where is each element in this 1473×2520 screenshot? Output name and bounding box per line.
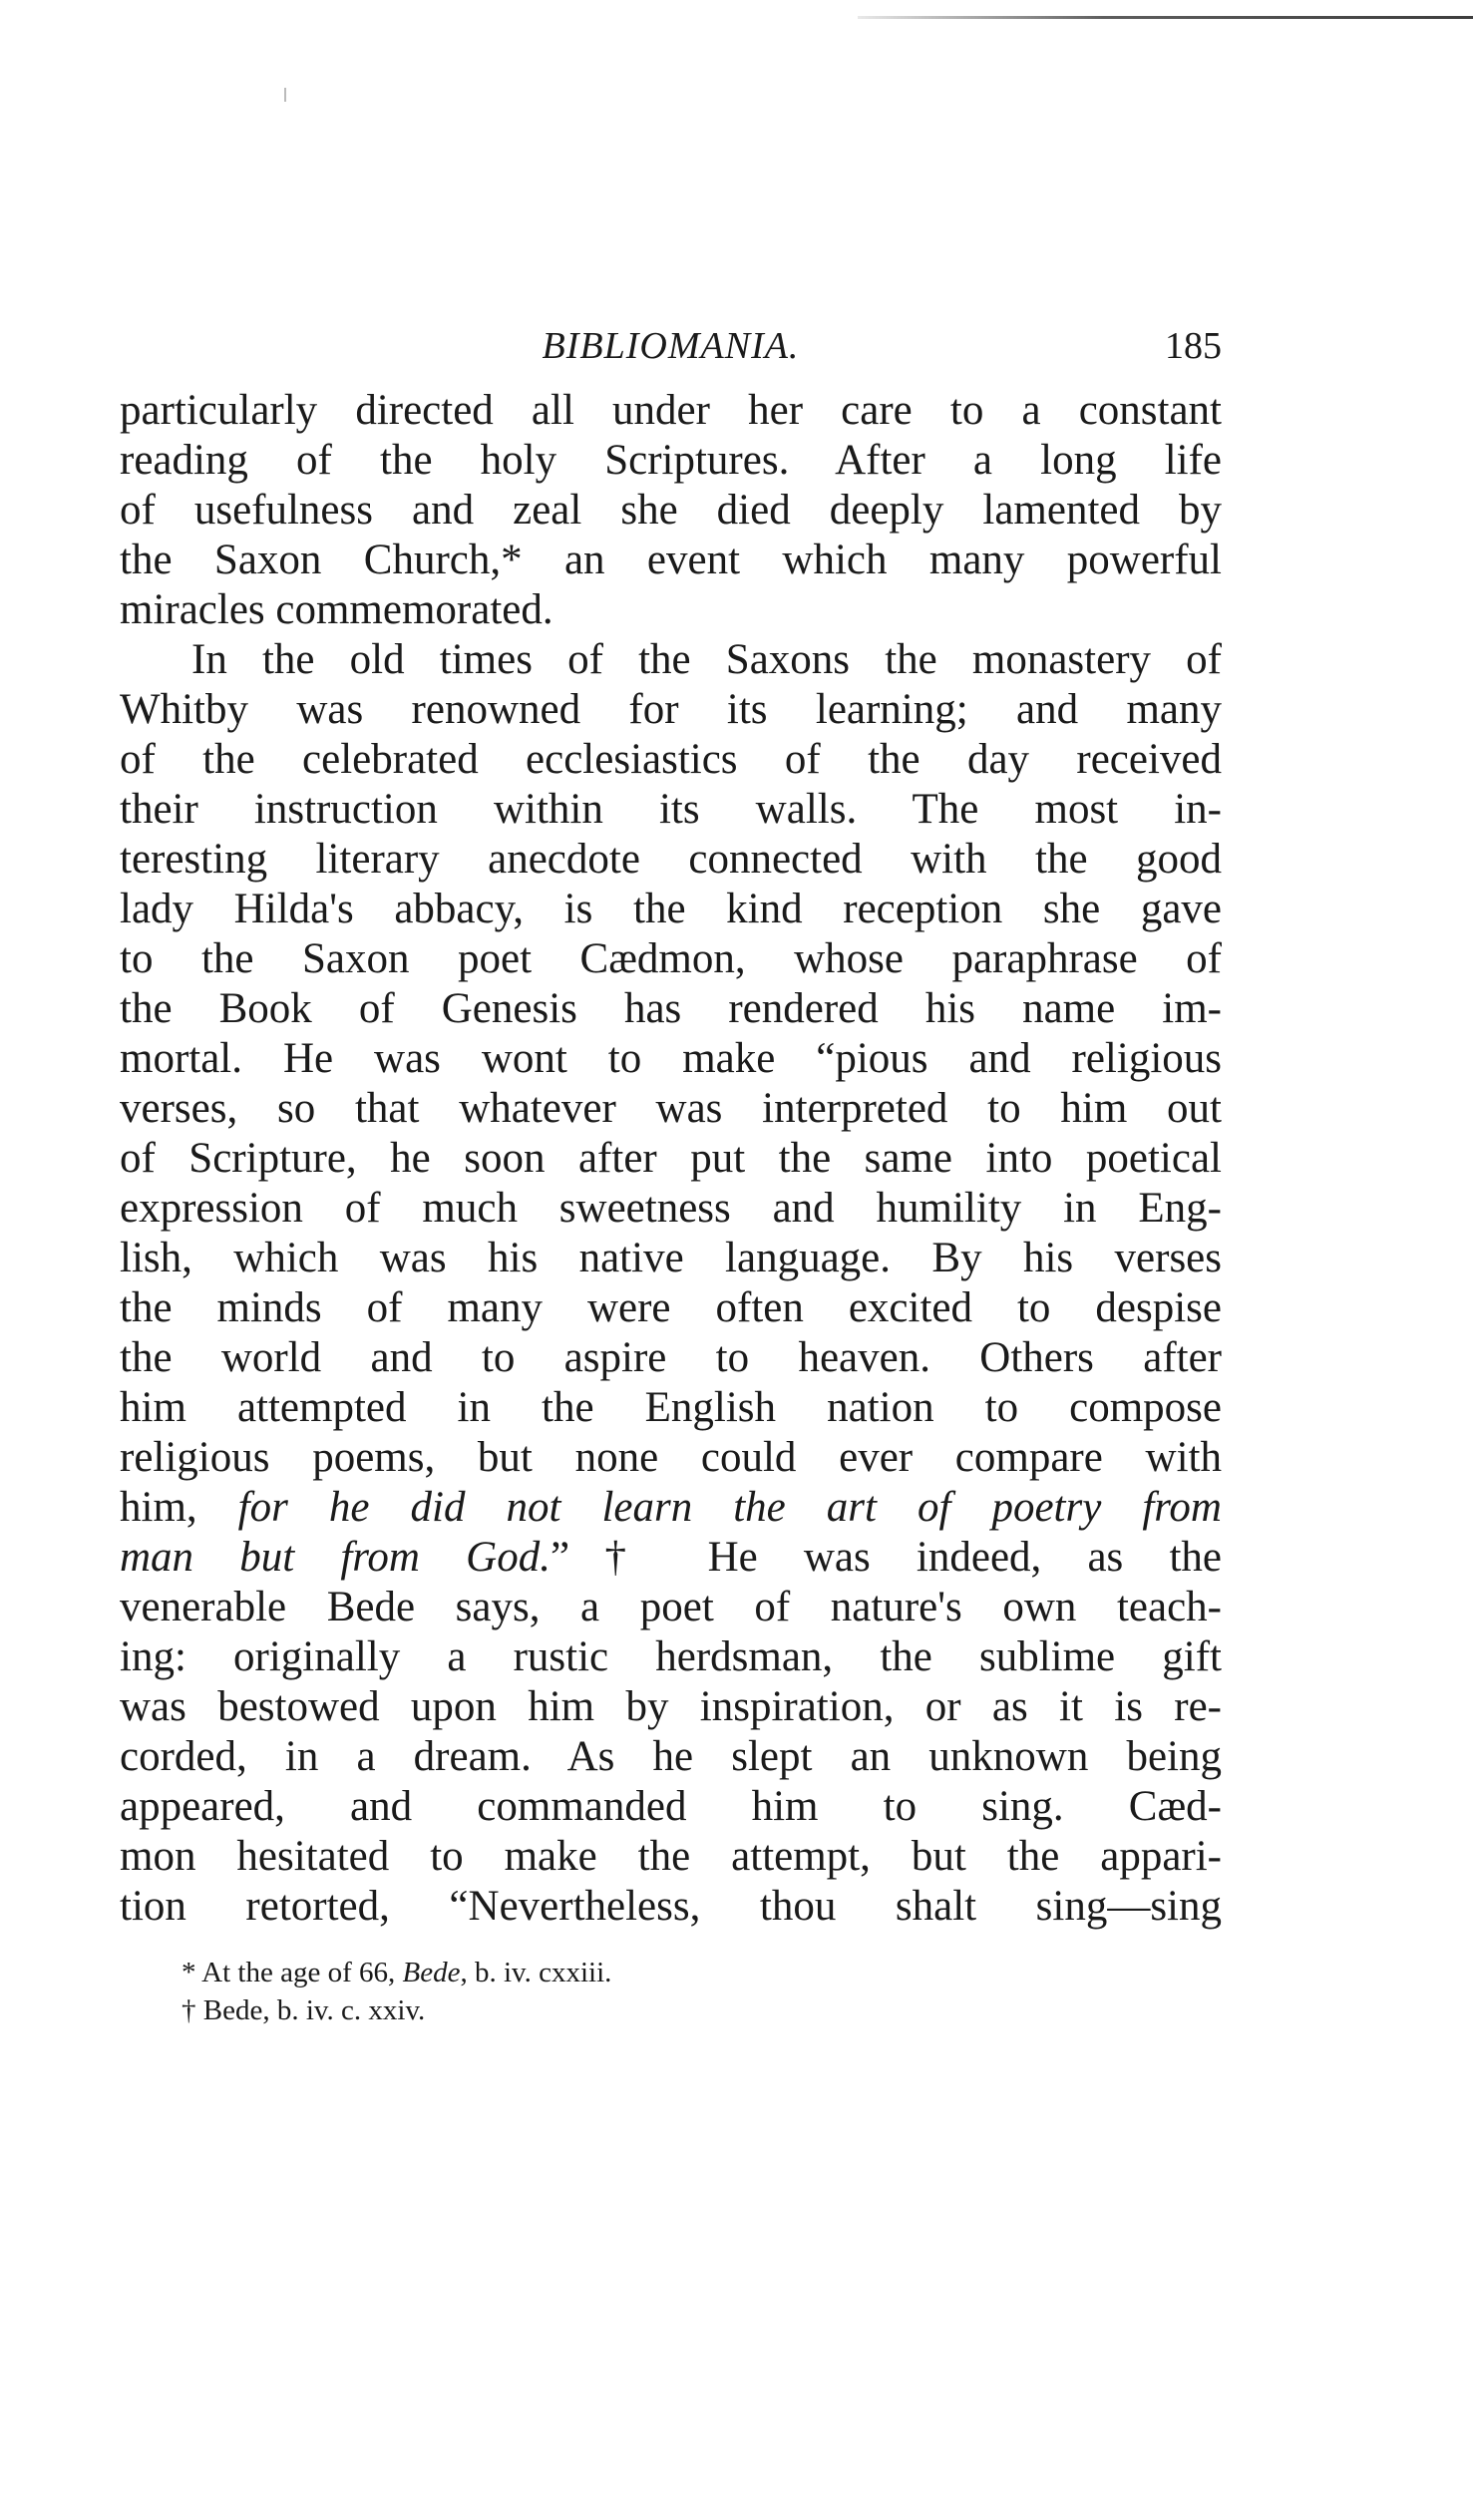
text-line: the minds of many were often excited to despise: [120, 1284, 1222, 1331]
text-line: to the Saxon poet Cædmon, whose paraphrase of: [120, 935, 1222, 982]
footnote-text: At the age of 66,: [195, 1957, 403, 1988]
text-line: [120, 1483, 1222, 1533]
text-line: In the old times of the Saxons the monastery of: [191, 636, 1222, 683]
text-line: appeared, and commanded him to sing. Cæd-: [120, 1783, 1222, 1830]
text-line: expression of much sweetness and humility in Eng-: [120, 1185, 1222, 1232]
text-line: the world and to aspire to heaven. Others after: [120, 1334, 1222, 1381]
text-line: reading of the holy Scriptures. After a long life: [120, 437, 1222, 484]
book-page: [120, 324, 1222, 2029]
text-run: him,: [120, 1484, 238, 1531]
footnotes: [120, 1954, 1222, 2029]
body-text: [120, 386, 1222, 1932]
footnote-text: , b. iv. cxxiii.: [460, 1957, 612, 1988]
text-line: of the celebrated ecclesiastics of the day received: [120, 736, 1222, 783]
page-number: 185: [1165, 325, 1222, 367]
text-run: ”† He was indeed, as the: [550, 1534, 1222, 1581]
footnote-text: Bede, b. iv. c. xxiv.: [195, 1994, 426, 2026]
text-line: venerable Bede says, a poet of nature's own teach-: [120, 1584, 1222, 1630]
text-line: mortal. He was wont to make “pious and religious: [120, 1035, 1222, 1082]
running-title: BIBLIOMANIA.: [542, 325, 800, 367]
footnote-mark: *: [182, 1957, 196, 1988]
text-line: verses, so that whatever was interpreted to him out: [120, 1085, 1222, 1132]
text-line: particularly directed all under her care to a constant: [120, 387, 1222, 434]
italic-quote: man but from God.: [120, 1534, 551, 1581]
running-head: [120, 324, 1222, 386]
text-line: tion retorted, “Nevertheless, thou shalt sing—sing: [120, 1883, 1222, 1930]
scan-edge-line: [858, 16, 1473, 19]
italic-quote: for he did not learn the art of poetry from: [237, 1484, 1222, 1531]
text-line: Whitby was renowned for its learning; and many: [120, 686, 1222, 733]
text-line: of usefulness and zeal she died deeply lamented by: [120, 487, 1222, 534]
text-line: corded, in a dream. As he slept an unknown being: [120, 1733, 1222, 1780]
text-line: teresting literary anecdote connected with the good: [120, 836, 1222, 883]
text-line: was bestowed upon him by inspiration, or as it is re-: [120, 1683, 1222, 1730]
text-line: [120, 1533, 1222, 1583]
text-line: lish, which was his native language. By his verses: [120, 1235, 1222, 1281]
text-line: lady Hilda's abbacy, is the kind reception she gave: [120, 886, 1222, 932]
footnote-italic: Bede: [402, 1957, 461, 1988]
footnote: [182, 1954, 1222, 1991]
text-line: religious poems, but none could ever compare with: [120, 1434, 1222, 1481]
text-line: the Book of Genesis has rendered his name im-: [120, 985, 1222, 1032]
text-line: him attempted in the English nation to compose: [120, 1384, 1222, 1431]
text-line: their instruction within its walls. The most in-: [120, 786, 1222, 833]
footnote-mark: †: [182, 1994, 196, 2026]
text-line: of Scripture, he soon after put the same into poetical: [120, 1135, 1222, 1182]
footnote: [182, 1991, 1222, 2029]
text-line: the Saxon Church,* an event which many powerful: [120, 537, 1222, 583]
scan-speck: [284, 88, 286, 102]
text-line: ing: originally a rustic herdsman, the sublime gift: [120, 1633, 1222, 1680]
text-line: miracles commemorated.: [120, 586, 553, 633]
text-line: mon hesitated to make the attempt, but the appari-: [120, 1833, 1222, 1880]
